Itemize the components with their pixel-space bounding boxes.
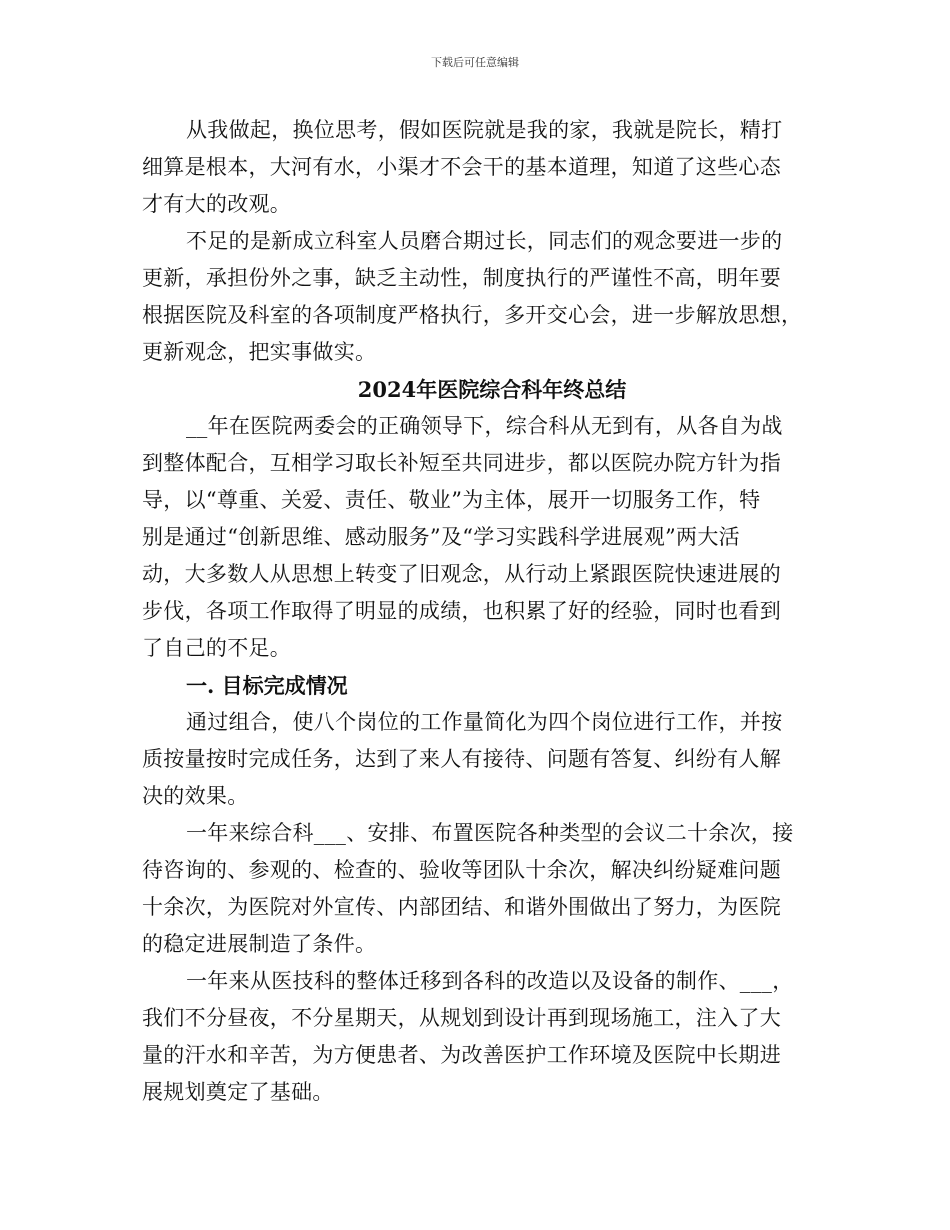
text-line: 展规划奠定了基础。: [142, 1080, 334, 1104]
paragraph-6: [142, 963, 822, 1111]
text-line: 别是通过“创新思维、感动服务”及“学习实践科学进展观”两大活: [142, 525, 740, 549]
text-line: 一年来从医技科的整体迁移到各科的改造以及设备的制作、___，: [186, 969, 794, 993]
section-heading: 一. 目标完成情况: [186, 673, 348, 698]
paragraph-1: [142, 112, 822, 223]
paragraph-2: [142, 223, 822, 371]
text-line: 了自己的不足。: [142, 636, 292, 660]
text-line: 导，以“尊重、关爱、责任、敬业”为主体，展开一切服务工作，特: [142, 488, 761, 512]
paragraph-3: [142, 408, 822, 667]
text-line: 质按量按时完成任务，达到了来人有接待、问题有答复、纠纷有人解: [142, 747, 781, 771]
text-line: 到整体配合，互相学习取长补短至共同进步，都以医院办院方针为指: [142, 451, 781, 475]
text-line: 不足的是新成立科室人员磨合期过长，同志们的观念要进一步的: [186, 229, 783, 253]
text-line: 我们不分昼夜，不分星期天，从规划到设计再到现场施工，注入了大: [142, 1006, 781, 1030]
text-line: 根据医院及科室的各项制度严格执行，多开交心会，进一步解放思想，: [142, 303, 803, 327]
text-line: 通过组合，使八个岗位的工作量简化为四个岗位进行工作，并按: [186, 710, 783, 734]
text-line: 更新观念，把实事做实。: [142, 340, 377, 364]
text-line: 动，大多数人从思想上转变了旧观念，从行动上紧跟医院快速进展的: [142, 562, 781, 586]
text-line: 待咨询的、参观的、检查的、验收等团队十余次，解决纠纷疑难问题: [142, 858, 781, 882]
text-line: 从我做起，换位思考，假如医院就是我的家，我就是院长，精打: [186, 118, 783, 142]
text-line: __年在医院两委会的正确领导下，综合科从无到有，从各自为战: [186, 414, 783, 438]
text-line: 量的汗水和辛苦，为方便患者、为改善医护工作环境及医院中长期进: [142, 1043, 781, 1067]
document-title: 2024年医院综合科年终总结: [357, 377, 627, 402]
text-line: 步伐，各项工作取得了明显的成绩，也积累了好的经验，同时也看到: [142, 599, 781, 623]
text-line: 更新，承担份外之事，缺乏主动性，制度执行的严谨性不高，明年要: [142, 266, 781, 290]
header-note: 下载后可任意编辑: [431, 56, 519, 69]
paragraph-4: [142, 704, 822, 815]
text-line: 才有大的改观。: [142, 192, 292, 216]
text-line: 细算是根本，大河有水，小渠才不会干的基本道理，知道了这些心态: [142, 155, 781, 179]
text-line: 决的效果。: [142, 784, 249, 808]
paragraph-5: [142, 815, 822, 963]
text-line: 的稳定进展制造了条件。: [142, 932, 377, 956]
text-line: 十余次，为医院对外宣传、内部团结、和谐外围做出了努力，为医院: [142, 895, 781, 919]
document-body: [142, 112, 822, 1111]
text-line: 一年来综合科___、安排、布置医院各种类型的会议二十余次，接: [186, 821, 794, 845]
